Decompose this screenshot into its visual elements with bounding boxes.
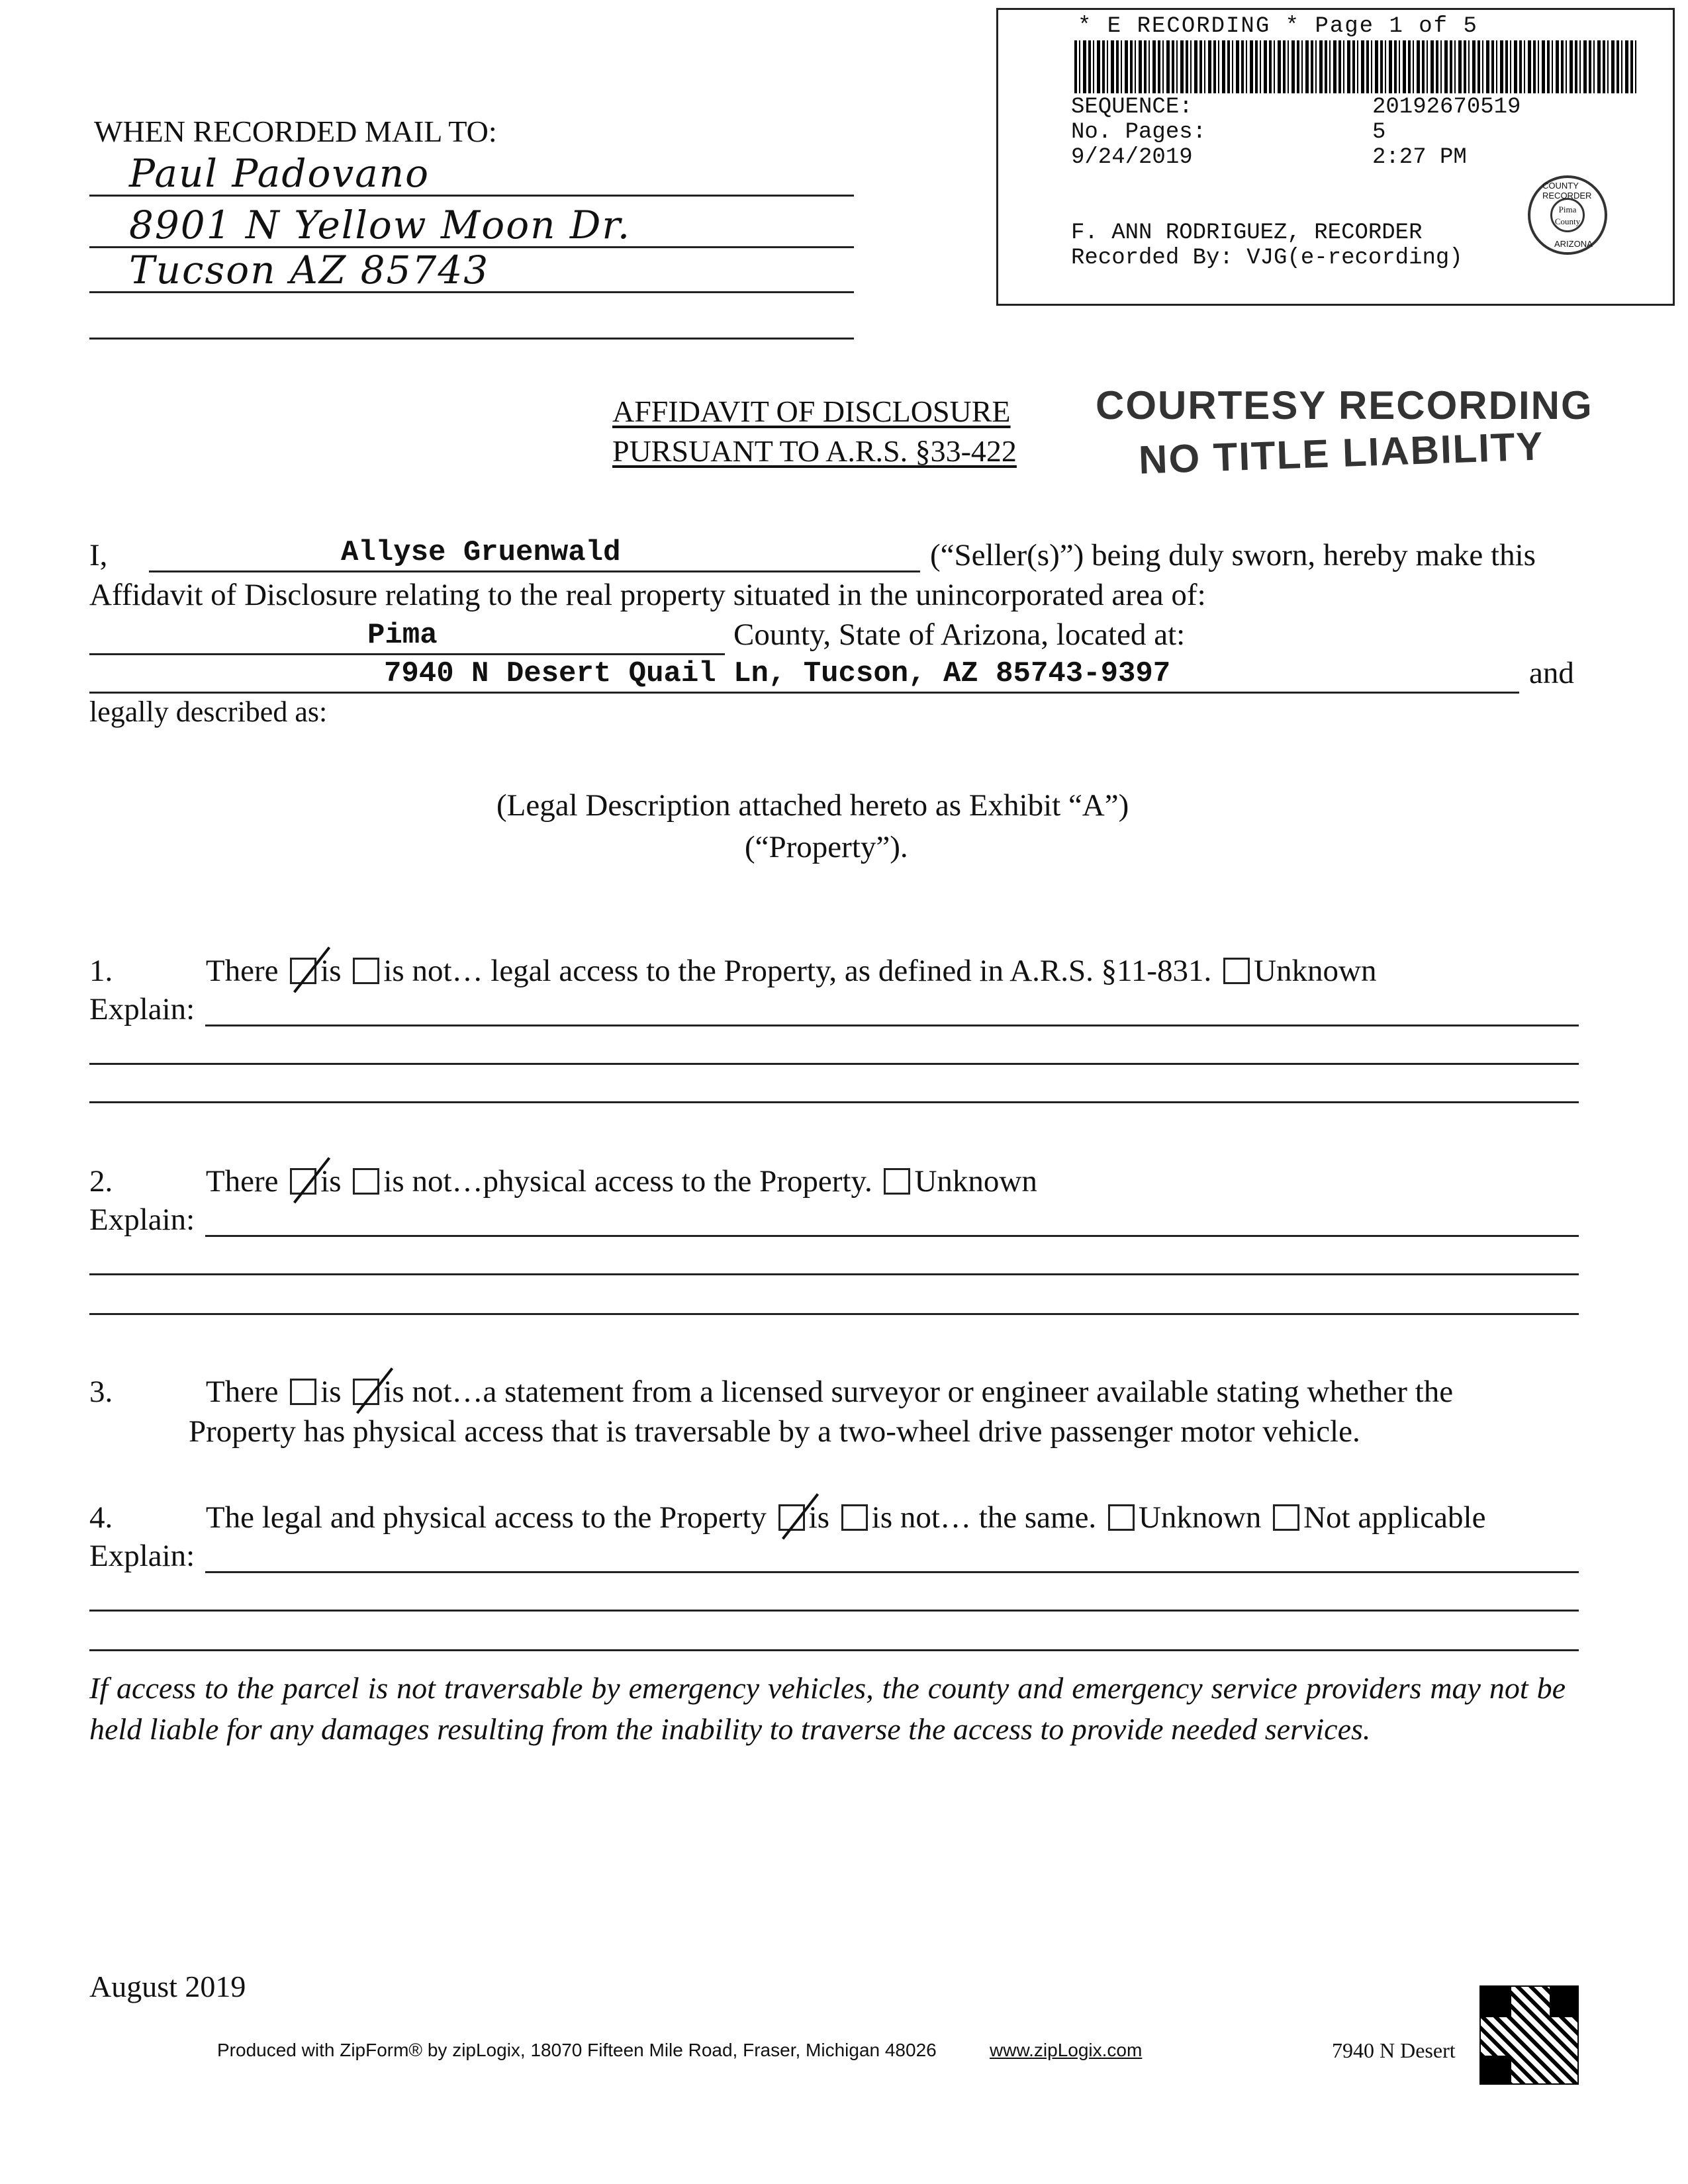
mail-name: Paul Padovano <box>129 151 430 196</box>
recording-header: * E RECORDING * Page 1 of 5 <box>1078 14 1478 39</box>
item-2-is-label: is <box>320 1164 342 1199</box>
item-2-is-checkbox[interactable] <box>290 1168 316 1195</box>
item-2-explain-line-3[interactable] <box>89 1313 1579 1315</box>
item-2-unknown-checkbox[interactable] <box>884 1168 910 1195</box>
item-4-explain-label: Explain: <box>89 1539 195 1573</box>
qr-code-icon <box>1479 1985 1579 2085</box>
seal-bottom-text: ARIZONA <box>1554 239 1593 249</box>
legally-described: legally described as: <box>89 696 328 728</box>
property-label: (“Property”). <box>745 830 908 864</box>
no-liability-stamp: NO TITLE LIABILITY <box>1138 424 1545 482</box>
mail-line-4 <box>89 296 854 340</box>
pages-value: 5 <box>1372 120 1386 145</box>
recorded-by: Recorded By: VJG(e-recording) <box>1071 246 1463 271</box>
courtesy-stamp: COURTESY RECORDING <box>1096 383 1593 428</box>
footer-ref: 7940 N Desert <box>1332 2038 1456 2062</box>
item-4-lead: The legal and physical access to the Property <box>205 1500 767 1535</box>
seller-field[interactable] <box>149 529 920 572</box>
item-1-explain-field[interactable] <box>205 1024 1579 1026</box>
mail-line-3 <box>89 250 854 293</box>
ziplogix-link[interactable]: www.zipLogix.com <box>990 2040 1143 2060</box>
sequence-value: 20192670519 <box>1372 95 1521 120</box>
item-4-isnot-label: is not… the same. <box>871 1500 1097 1535</box>
seal-top-text: COUNTY RECORDER <box>1542 181 1592 201</box>
item-1-isnot-label: is not… legal access to the Property, as defined in A.R.S. §11-831. <box>383 954 1212 988</box>
record-time: 2:27 PM <box>1372 145 1467 170</box>
item-1-there: There <box>205 954 279 988</box>
item-2-isnot-checkbox[interactable] <box>353 1168 379 1195</box>
item-2-explain-label: Explain: <box>89 1203 195 1237</box>
item-4-isnot-checkbox[interactable] <box>841 1504 868 1531</box>
item-1-unknown-checkbox[interactable] <box>1223 958 1250 984</box>
item-4-na-label: Not applicable <box>1303 1500 1486 1535</box>
item-1-is-checkbox[interactable] <box>290 958 316 984</box>
item-2-there: There <box>205 1164 279 1199</box>
title-line-2: PURSUANT TO A.R.S. §33-422 <box>612 434 1017 468</box>
intro-prefix: I, <box>89 538 108 572</box>
item-4-explain-field[interactable] <box>205 1571 1579 1573</box>
sequence-label: SEQUENCE: <box>1071 95 1193 120</box>
item-4-number: 4. <box>89 1500 113 1535</box>
seal-center: Pima County <box>1550 198 1585 232</box>
item-4-explain-line-2[interactable] <box>89 1610 1579 1612</box>
item-3-isnot-checkbox[interactable] <box>353 1379 379 1405</box>
item-3-number: 3. <box>89 1375 113 1409</box>
pages-label: No. Pages: <box>1071 120 1207 145</box>
seller-suffix: (“Seller(s)”) being duly sworn, hereby make this <box>930 538 1536 572</box>
mail-city: Tucson AZ 85743 <box>129 248 490 293</box>
item-1 <box>89 953 1376 989</box>
item-2-explain-field[interactable] <box>205 1235 1579 1237</box>
county-field[interactable] <box>89 612 725 655</box>
footer-produced: Produced with ZipForm® by zipLogix, 18070 Fifteen Mile Road, Fraser, Michigan 48026 <box>217 2040 937 2060</box>
legal-description: (Legal Description attached hereto as Exhibit “A”) <box>496 788 1129 823</box>
and-text: and <box>1529 656 1574 690</box>
item-3-isnot-label: is not…a statement from a licensed surveyor or engineer available stating whether the <box>383 1375 1454 1409</box>
county-suffix: County, State of Arizona, located at: <box>733 617 1186 652</box>
address-value: 7940 N Desert Quail Ln, Tucson, AZ 85743-9397 <box>384 657 1171 690</box>
barcode <box>1074 40 1637 93</box>
item-1-is-label: is <box>320 954 342 988</box>
mail-line-1 <box>89 151 854 197</box>
intro-line-2: Affidavit of Disclosure relating to the real property situated in the unincorporated area of: <box>89 578 1206 612</box>
emergency-note: If access to the parcel is not traversable by emergency vehicles, the county and emergency service providers may not be held liable for any damages resulting from the inability to traverse the access to provide needed services. <box>89 1671 1566 1746</box>
item-3-is-checkbox[interactable] <box>290 1379 316 1405</box>
footer-date: August 2019 <box>89 1970 246 2003</box>
item-4-unknown-checkbox[interactable] <box>1108 1504 1135 1531</box>
item-1-explain-line-3[interactable] <box>89 1101 1579 1103</box>
county-value: Pima <box>367 619 438 652</box>
item-4-is-label: is <box>808 1500 830 1535</box>
mail-line-2 <box>89 205 854 248</box>
item-4-is-checkbox[interactable] <box>778 1504 805 1531</box>
item-3-is-label: is <box>320 1375 342 1409</box>
mail-to-heading: WHEN RECORDED MAIL TO: <box>94 114 497 148</box>
record-date: 9/24/2019 <box>1071 145 1193 170</box>
item-3-line-2: Property has physical access that is traversable by a two-wheel drive passenger motor vehicle. <box>189 1414 1360 1449</box>
item-3 <box>89 1374 1453 1410</box>
recorder-name: F. ANN RODRIGUEZ, RECORDER <box>1071 220 1423 246</box>
item-2-isnot-label: is not…physical access to the Property. <box>383 1164 872 1199</box>
item-1-number: 1. <box>89 954 113 988</box>
item-4-explain-line-3[interactable] <box>89 1649 1579 1651</box>
item-4-na-checkbox[interactable] <box>1273 1504 1299 1531</box>
item-2 <box>89 1163 1037 1199</box>
seller-name: Allyse Gruenwald <box>341 536 621 569</box>
recording-box <box>996 8 1675 306</box>
item-4 <box>89 1500 1485 1535</box>
item-1-explain-line-2[interactable] <box>89 1063 1579 1065</box>
title-line-1: AFFIDAVIT OF DISCLOSURE <box>612 394 1011 428</box>
item-3-there: There <box>205 1375 279 1409</box>
county-seal-icon <box>1528 175 1607 255</box>
item-4-unknown-label: Unknown <box>1138 1500 1262 1535</box>
item-1-explain-label: Explain: <box>89 992 195 1026</box>
item-1-unknown-label: Unknown <box>1254 954 1377 988</box>
item-1-isnot-checkbox[interactable] <box>353 958 379 984</box>
item-2-explain-line-2[interactable] <box>89 1273 1579 1275</box>
address-field[interactable] <box>89 655 1519 694</box>
mail-street: 8901 N Yellow Moon Dr. <box>129 203 632 248</box>
item-2-number: 2. <box>89 1164 113 1199</box>
item-2-unknown-label: Unknown <box>914 1164 1037 1199</box>
